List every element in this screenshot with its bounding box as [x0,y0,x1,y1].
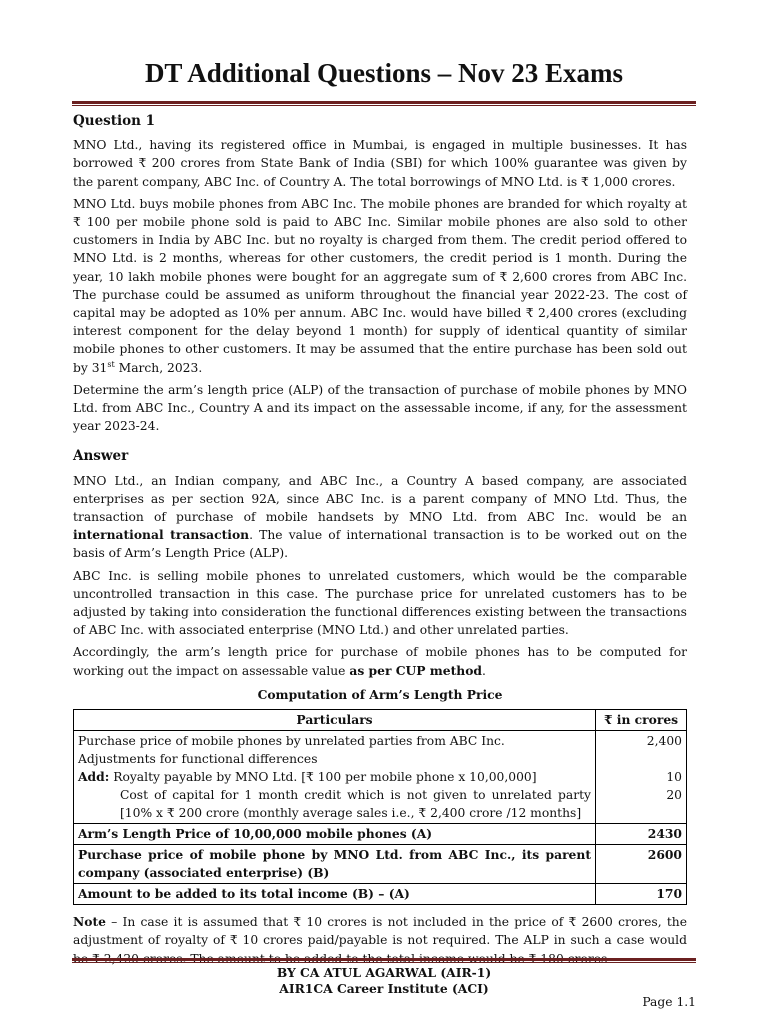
footer-rule-thin [72,962,696,963]
table-row [74,731,687,824]
row2-text: Adjustments for functional differences [78,752,318,767]
question-paragraph-2 [73,195,687,377]
answer-p1-b: . The value of international transaction is to be worked out on the basis of Arm’s Length Price (ALP). [73,528,687,561]
question-paragraph-3: Determine the arm’s length price (ALP) of the transaction of purchase of mobile phones by MNO Ltd. from ABC Inc., Country A and its impact on the assessable income, if any, for the assessment year 2023-24. [73,382,687,434]
footer-rule [72,958,696,961]
answer-p1-bold: international transaction [73,527,250,543]
header-rule-thin [72,105,696,106]
row3-amount: 10 [666,770,682,785]
table-caption: Computation of Arm’s Length Price [257,686,503,702]
row-amounts [596,731,687,824]
question-paragraph-1: MNO Ltd., having its registered office in Mumbai, is engaged in multiple businesses. It has borrowed ₹ 200 crores from State Bank of India (SBI) for which 100% guarantee was given by the parent company, ABC Inc. of Country A. The total borrowings of MNO Ltd. is ₹ 1,000 crores. [73,138,687,189]
alp-table [73,709,687,905]
superscript: st [107,359,115,369]
question-paragraph-2-text: MNO Ltd. buys mobile phones from ABC Inc. The mobile phones are branded for which royalty at ₹ 100 per mobile phone sold is paid to ABC Inc. Similar mobile phones are also sold to other customers in India by ABC Inc. but no royalty is charged from them. The credit period offered to MNO Ltd. is 2 months, whereas for other customers, the credit period is 1 month. During the year, 10 lakh mobile phones were bought for an aggregate sum of ₹ 2,600 crores from ABC Inc. The purchase could be assumed as uniform throughout the financial year 2022-23. The cost of capital may be adopted as 10% per annum. ABC Inc. would have billed ₹ 2,400 crores (excluding interest component for the delay beyond 1 month) for supply of identical quantity of similar mobile phones to other customers. It may be assumed that the entire purchase has been sold out by 31 [73,196,687,375]
answer-p3-bold: as per CUP method [349,662,483,678]
main-content [73,112,687,980]
footer [0,965,768,997]
answer-p3-b: . [482,663,486,678]
row5-amount: 2430 [596,824,687,845]
row3-desc: Royalty payable by MNO Ltd. [₹ 100 per mobile phone x 10,00,000] [109,770,537,785]
row7-amount: 170 [596,884,687,905]
page-number: Page 1.1 [642,995,696,1009]
row3-label: Add: [78,769,110,785]
page-title: DT Additional Questions – Nov 23 Exams [144,58,624,88]
table-row [74,824,687,845]
row5-text: Arm’s Length Price of 10,00,000 mobile phones (A) [74,824,596,845]
col-particulars: Particulars [74,710,596,731]
table-row [74,884,687,905]
answer-p3-a: Accordingly, the arm’s length price for purchase of mobile phones has to be computed for working out the impact on assessable value [73,645,687,678]
answer-heading: Answer [73,448,129,465]
answer-paragraph-2: ABC Inc. is selling mobile phones to unrelated customers, which would be the comparable uncontrolled transaction in this case. The purchase price for unrelated customers has to be adjusted by taking into consideration the functional differences existing between the transactions of ABC Inc. with associated enterprise (MNO Ltd.) and other unrelated parties. [73,568,687,638]
table-header-row [74,710,687,731]
answer-paragraph-3 [73,643,687,679]
footer-institute: AIR1CA Career Institute (ACI) [279,981,489,996]
col-amount: ₹ in crores [596,710,687,731]
question-heading: Question 1 [73,113,156,129]
row7-text: Amount to be added to its total income (B) – (A) [74,884,596,905]
footer-author: BY CA ATUL AGARWAL (AIR-1) [276,965,492,980]
row6-text: Purchase price of mobile phone by MNO Ltd. from ABC Inc., its parent company (associated enterprise) (B) [74,845,596,884]
answer-p1-a: MNO Ltd., an Indian company, and ABC Inc., a Country A based company, are associated enterprises as per section 92A, since ABC Inc. is a parent company of MNO Ltd. Thus, the transaction of purchase of mobile handsets by MNO Ltd. from ABC Inc. would be an [73,473,687,525]
row4-amount: 20 [666,788,682,803]
row3-text [78,768,591,786]
row4-text: Cost of capital for 1 month credit which is not given to unrelated party [10% x ₹ 200 crore (monthly average sales i.e., ₹ 2,400 crore /12 months] [120,788,591,821]
row-text [74,731,596,824]
note-text: – In case it is assumed that ₹ 10 crores is not included in the price of ₹ 2600 crores, the adjustment of royalty of ₹ 10 crores paid/payable is not required. The ALP in such a case would be ₹ 2,420 crores. The amount to be added to the total income would be ₹ 180 crores [73,915,687,966]
header-rule [72,101,696,104]
row6-amount: 2600 [596,845,687,884]
question-paragraph-2-end: March, 2023. [114,360,203,375]
table-row [74,845,687,884]
row1-text: Purchase price of mobile phones by unrelated parties from ABC Inc. [78,734,505,749]
row1-amount: 2,400 [646,734,682,749]
answer-paragraph-1 [73,472,687,563]
note-label: Note [73,914,106,930]
